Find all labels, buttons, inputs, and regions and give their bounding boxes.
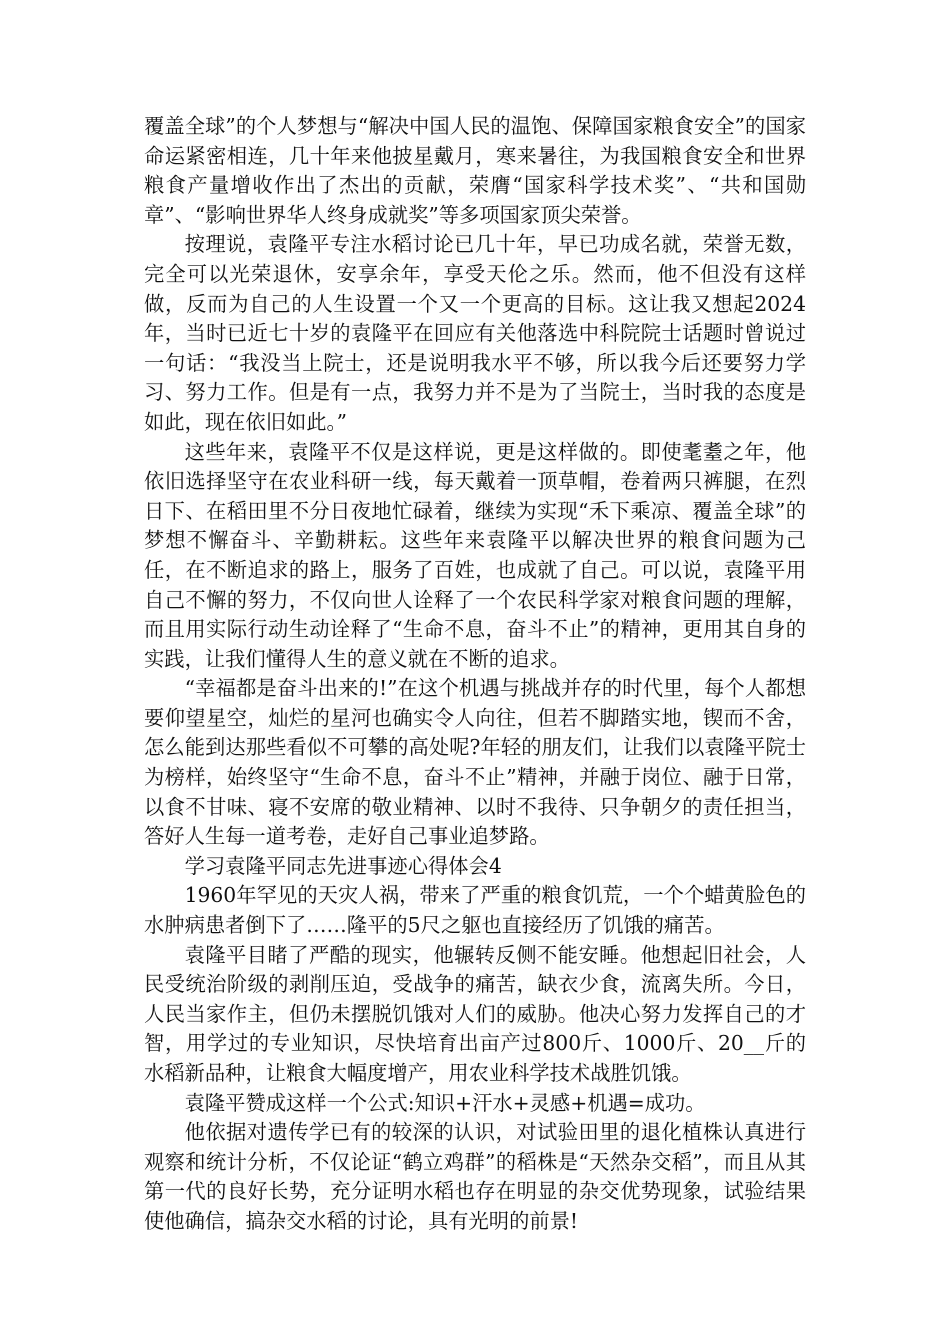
paragraph-5: 1960年罕见的天灾人祸，带来了严重的粮食饥荒，一个个蜡黄脸色的水肿病患者倒下了……隆平的5尺之躯也直接经历了饥饿的痛苦。 [144, 883, 806, 938]
paragraph-8: 他依据对遗传学已有的较深的认识，对试验田里的退化植株认真进行观察和统计分析，不仅论证“鹤立鸡群”的稻株是“天然杂交稻”，而且从其第一代的良好长势，充分证明水稻也存在明显的杂交优势现象，试验结果使他确信，搞杂交水稻的讨论，具有光明的前景! [144, 1120, 806, 1233]
paragraph-3: 这些年来，袁隆平不仅是这样说，更是这样做的。即使耄耋之年，他依旧选择坚守在农业科研一线，每天戴着一顶草帽，卷着两只裤腿，在烈日下、在稻田里不分日夜地忙碌着，继续为实现“禾下乘凉、覆盖全球”的梦想不懈奋斗、辛勤耕耘。这些年来袁隆平以解决世界的粮食问题为己任，在不断追求的路上，服务了百姓，也成就了自己。可以说，袁隆平用自己不懈的努力，不仅向世人诠释了一个农民科学家对粮食问题的理解，而且用实际行动生动诠释了“生命不息，奋斗不止”的精神，更用其自身的实践，让我们懂得人生的意义就在不断的追求。 [144, 439, 806, 671]
paragraph-1: 覆盖全球”的个人梦想与“解决中国人民的温饱、保障国家粮食安全”的国家命运紧密相连，几十年来他披星戴月，寒来暑往，为我国粮食安全和世界粮食产量增收作出了杰出的贡献，荣膺“国家科学技术奖”、“共和国勋章”、“影响世界华人终身成就奖”等多项国家顶尖荣誉。 [144, 114, 806, 227]
paragraph-7: 袁隆平赞成这样一个公式:知识+汗水+灵感+机遇=成功。 [184, 1090, 706, 1115]
paragraph-6: 袁隆平目睹了严酷的现实，他辗转反侧不能安睡。他想起旧社会，人民受统治阶级的剥削压迫，受战争的痛苦，缺衣少食，流离失所。今日，人民当家作主，但仍未摆脱饥饿对人们的威胁。他决心努力发挥自己的才智，用学过的专业知识，尽快培育出亩产过800斤、1000斤、20__斤的水稻新品种，让粮食大幅度增产，用农业科学技术战胜饥饿。 [144, 942, 806, 1085]
section-heading: 学习袁隆平同志先进事迹心得体会4 [184, 853, 502, 878]
paragraph-2: 按理说，袁隆平专注水稻讨论已几十年，早已功成名就，荣誉无数，完全可以光荣退休，安享余年，享受天伦之乐。然而，他不但没有这样做，反而为自己的人生设置一个又一个更高的目标。这让我又想起2024年，当时已近七十岁的袁隆平在回应有关他落选中科院院士话题时曾说过一句话：“我没当上院士，还是说明我水平不够，所以我今后还要努力学习、努力工作。但是有一点，我努力并不是为了当院士，当时我的态度是如此，现在依旧如此。” [144, 232, 806, 434]
document-page [144, 112, 806, 1237]
paragraph-4: “幸福都是奋斗出来的!”在这个机遇与挑战并存的时代里，每个人都想要仰望星空，灿烂的星河也确实令人向往，但若不脚踏实地，锲而不舍，怎么能到达那些看似不可攀的高处呢?年轻的朋友们，让我们以袁隆平院士为榜样，始终坚守“生命不息，奋斗不止”精神，并融于岗位、融于日常，以食不甘味、寝不安席的敬业精神、以时不我待、只争朝夕的责任担当，答好人生每一道考卷，走好自己事业追梦路。 [144, 676, 806, 849]
